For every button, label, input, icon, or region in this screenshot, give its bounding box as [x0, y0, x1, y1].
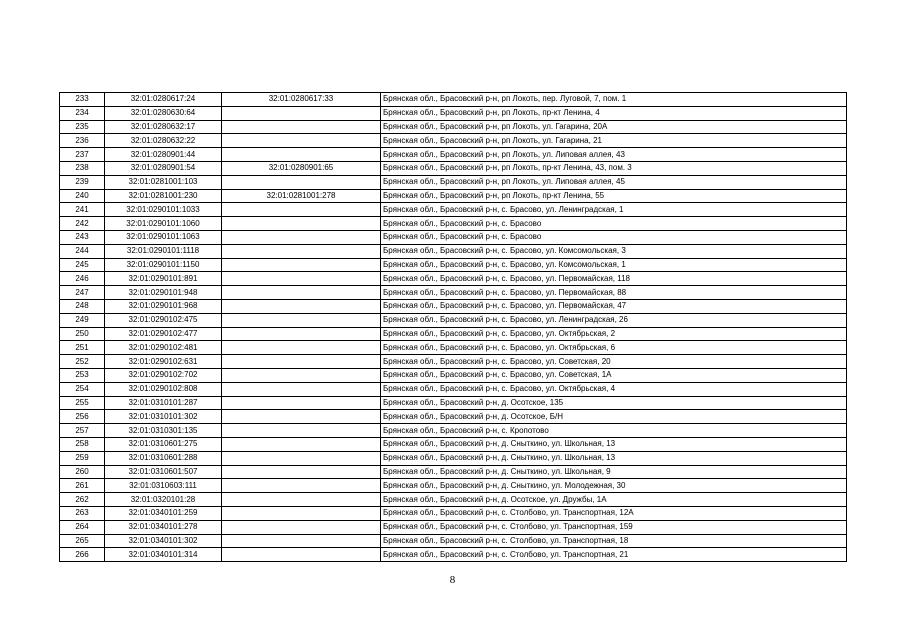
address-cell: Брянская обл., Брасовский р-н, с. Брасово, ул. Советская, 20 [381, 355, 847, 369]
cadastral-number-cell: 32:01:0290102:702 [105, 368, 222, 382]
table-row [60, 106, 847, 120]
table-row [60, 161, 847, 175]
property-register-table [59, 92, 847, 562]
parent-cadastral-number-cell [222, 465, 381, 479]
table-row [60, 189, 847, 203]
cadastral-number-cell: 32:01:0290101:948 [105, 286, 222, 300]
cadastral-number-cell: 32:01:0290101:968 [105, 299, 222, 313]
row-number-cell: 261 [60, 479, 105, 493]
cadastral-number-cell: 32:01:0310601:275 [105, 437, 222, 451]
parent-cadastral-number-cell: 32:01:0280901:65 [222, 161, 381, 175]
cadastral-number-cell: 32:01:0290102:808 [105, 382, 222, 396]
table-row [60, 230, 847, 244]
cadastral-number-cell: 32:01:0290102:631 [105, 355, 222, 369]
cadastral-number-cell: 32:01:0310301:135 [105, 424, 222, 438]
row-number-cell: 260 [60, 465, 105, 479]
row-number-cell: 251 [60, 341, 105, 355]
cadastral-number-cell: 32:01:0320101:28 [105, 493, 222, 507]
table-row [60, 203, 847, 217]
row-number-cell: 241 [60, 203, 105, 217]
parent-cadastral-number-cell [222, 313, 381, 327]
table-row [60, 299, 847, 313]
table-row [60, 341, 847, 355]
table-row [60, 548, 847, 562]
address-cell: Брянская обл., Брасовский р-н, с. Столбово, ул. Транспортная, 159 [381, 520, 847, 534]
row-number-cell: 245 [60, 258, 105, 272]
table-row [60, 520, 847, 534]
table-row [60, 217, 847, 231]
table-row [60, 506, 847, 520]
table-row [60, 313, 847, 327]
row-number-cell: 240 [60, 189, 105, 203]
parent-cadastral-number-cell: 32:01:0280617:33 [222, 93, 381, 107]
address-cell: Брянская обл., Брасовский р-н, рп Локоть, пр-кт Ленина, 43, пом. 3 [381, 161, 847, 175]
parent-cadastral-number-cell [222, 148, 381, 162]
parent-cadastral-number-cell [222, 203, 381, 217]
row-number-cell: 248 [60, 299, 105, 313]
parent-cadastral-number-cell [222, 286, 381, 300]
table-row [60, 424, 847, 438]
parent-cadastral-number-cell [222, 217, 381, 231]
address-cell: Брянская обл., Брасовский р-н, рп Локоть, пр-кт Ленина, 4 [381, 106, 847, 120]
table-row [60, 396, 847, 410]
address-cell: Брянская обл., Брасовский р-н, рп Локоть, ул. Гагарина, 21 [381, 134, 847, 148]
row-number-cell: 249 [60, 313, 105, 327]
address-cell: Брянская обл., Брасовский р-н, рп Локоть, ул. Гагарина, 20А [381, 120, 847, 134]
row-number-cell: 235 [60, 120, 105, 134]
page-number: 8 [449, 574, 456, 586]
address-cell: Брянская обл., Брасовский р-н, с. Брасово [381, 230, 847, 244]
parent-cadastral-number-cell [222, 106, 381, 120]
parent-cadastral-number-cell [222, 520, 381, 534]
cadastral-number-cell: 32:01:0310101:302 [105, 410, 222, 424]
address-cell: Брянская обл., Брасовский р-н, д. Сныткино, ул. Молодежная, 30 [381, 479, 847, 493]
table-row [60, 120, 847, 134]
cadastral-number-cell: 32:01:0290102:475 [105, 313, 222, 327]
parent-cadastral-number-cell [222, 451, 381, 465]
table-row [60, 465, 847, 479]
address-cell: Брянская обл., Брасовский р-н, д. Осотское, Б/Н [381, 410, 847, 424]
address-cell: Брянская обл., Брасовский р-н, с. Брасово, ул. Ленинградская, 26 [381, 313, 847, 327]
table-row [60, 327, 847, 341]
cadastral-number-cell: 32:01:0290102:481 [105, 341, 222, 355]
address-cell: Брянская обл., Брасовский р-н, д. Осотское, 135 [381, 396, 847, 410]
row-number-cell: 263 [60, 506, 105, 520]
cadastral-number-cell: 32:01:0290101:891 [105, 272, 222, 286]
cadastral-number-cell: 32:01:0281001:103 [105, 175, 222, 189]
row-number-cell: 233 [60, 93, 105, 107]
address-cell: Брянская обл., Брасовский р-н, с. Брасово, ул. Комсомольская, 1 [381, 258, 847, 272]
address-cell: Брянская обл., Брасовский р-н, с. Брасово, ул. Первомайская, 118 [381, 272, 847, 286]
table-row [60, 355, 847, 369]
row-number-cell: 238 [60, 161, 105, 175]
table-row [60, 451, 847, 465]
cadastral-number-cell: 32:01:0280901:54 [105, 161, 222, 175]
cadastral-number-cell: 32:01:0290101:1060 [105, 217, 222, 231]
parent-cadastral-number-cell [222, 230, 381, 244]
cadastral-number-cell: 32:01:0280617:24 [105, 93, 222, 107]
parent-cadastral-number-cell [222, 410, 381, 424]
parent-cadastral-number-cell [222, 244, 381, 258]
address-cell: Брянская обл., Брасовский р-н, с. Столбово, ул. Транспортная, 21 [381, 548, 847, 562]
parent-cadastral-number-cell [222, 368, 381, 382]
parent-cadastral-number-cell [222, 534, 381, 548]
row-number-cell: 266 [60, 548, 105, 562]
parent-cadastral-number-cell [222, 382, 381, 396]
row-number-cell: 247 [60, 286, 105, 300]
row-number-cell: 234 [60, 106, 105, 120]
parent-cadastral-number-cell: 32:01:0281001:278 [222, 189, 381, 203]
address-cell: Брянская обл., Брасовский р-н, с. Брасово [381, 217, 847, 231]
parent-cadastral-number-cell [222, 437, 381, 451]
row-number-cell: 244 [60, 244, 105, 258]
address-cell: Брянская обл., Брасовский р-н, с. Брасово, ул. Комсомольская, 3 [381, 244, 847, 258]
table-row [60, 272, 847, 286]
cadastral-number-cell: 32:01:0310101:287 [105, 396, 222, 410]
cadastral-number-cell: 32:01:0290101:1150 [105, 258, 222, 272]
parent-cadastral-number-cell [222, 493, 381, 507]
address-cell: Брянская обл., Брасовский р-н, д. Сныткино, ул. Школьная, 13 [381, 437, 847, 451]
address-cell: Брянская обл., Брасовский р-н, д. Сныткино, ул. Школьная, 13 [381, 451, 847, 465]
parent-cadastral-number-cell [222, 327, 381, 341]
row-number-cell: 264 [60, 520, 105, 534]
parent-cadastral-number-cell [222, 272, 381, 286]
table-row [60, 175, 847, 189]
row-number-cell: 257 [60, 424, 105, 438]
address-cell: Брянская обл., Брасовский р-н, с. Брасово, ул. Ленинградская, 1 [381, 203, 847, 217]
row-number-cell: 253 [60, 368, 105, 382]
cadastral-number-cell: 32:01:0290101:1118 [105, 244, 222, 258]
parent-cadastral-number-cell [222, 355, 381, 369]
cadastral-number-cell: 32:01:0280632:17 [105, 120, 222, 134]
table-row [60, 286, 847, 300]
table-row [60, 93, 847, 107]
parent-cadastral-number-cell [222, 548, 381, 562]
address-cell: Брянская обл., Брасовский р-н, с. Кропотово [381, 424, 847, 438]
table-row [60, 534, 847, 548]
cadastral-number-cell: 32:01:0310601:507 [105, 465, 222, 479]
address-cell: Брянская обл., Брасовский р-н, с. Столбово, ул. Транспортная, 12А [381, 506, 847, 520]
row-number-cell: 262 [60, 493, 105, 507]
cadastral-number-cell: 32:01:0290102:477 [105, 327, 222, 341]
address-cell: Брянская обл., Брасовский р-н, с. Столбово, ул. Транспортная, 18 [381, 534, 847, 548]
table-row [60, 410, 847, 424]
row-number-cell: 236 [60, 134, 105, 148]
row-number-cell: 265 [60, 534, 105, 548]
row-number-cell: 259 [60, 451, 105, 465]
address-cell: Брянская обл., Брасовский р-н, рп Локоть, ул. Липовая аллея, 43 [381, 148, 847, 162]
parent-cadastral-number-cell [222, 424, 381, 438]
cadastral-number-cell: 32:01:0310603:111 [105, 479, 222, 493]
address-cell: Брянская обл., Брасовский р-н, с. Брасово, ул. Советская, 1А [381, 368, 847, 382]
cadastral-number-cell: 32:01:0280901:44 [105, 148, 222, 162]
address-cell: Брянская обл., Брасовский р-н, с. Брасово, ул. Октябрьская, 2 [381, 327, 847, 341]
cadastral-number-cell: 32:01:0281001:230 [105, 189, 222, 203]
row-number-cell: 252 [60, 355, 105, 369]
parent-cadastral-number-cell [222, 396, 381, 410]
row-number-cell: 246 [60, 272, 105, 286]
address-cell: Брянская обл., Брасовский р-н, рп Локоть, пер. Луговой, 7, пом. 1 [381, 93, 847, 107]
row-number-cell: 242 [60, 217, 105, 231]
address-cell: Брянская обл., Брасовский р-н, д. Сныткино, ул. Школьная, 9 [381, 465, 847, 479]
cadastral-number-cell: 32:01:0290101:1033 [105, 203, 222, 217]
cadastral-number-cell: 32:01:0290101:1063 [105, 230, 222, 244]
row-number-cell: 237 [60, 148, 105, 162]
cadastral-number-cell: 32:01:0340101:278 [105, 520, 222, 534]
cadastral-number-cell: 32:01:0310601:288 [105, 451, 222, 465]
cadastral-number-cell: 32:01:0280632:22 [105, 134, 222, 148]
parent-cadastral-number-cell [222, 175, 381, 189]
parent-cadastral-number-cell [222, 341, 381, 355]
row-number-cell: 258 [60, 437, 105, 451]
parent-cadastral-number-cell [222, 134, 381, 148]
cadastral-number-cell: 32:01:0340101:302 [105, 534, 222, 548]
row-number-cell: 256 [60, 410, 105, 424]
parent-cadastral-number-cell [222, 479, 381, 493]
table-row [60, 244, 847, 258]
parent-cadastral-number-cell [222, 120, 381, 134]
table-body [60, 93, 847, 562]
table-row [60, 382, 847, 396]
table-row [60, 368, 847, 382]
address-cell: Брянская обл., Брасовский р-н, с. Брасово, ул. Первомайская, 47 [381, 299, 847, 313]
row-number-cell: 239 [60, 175, 105, 189]
row-number-cell: 243 [60, 230, 105, 244]
table-row [60, 493, 847, 507]
table-row [60, 479, 847, 493]
cadastral-number-cell: 32:01:0340101:259 [105, 506, 222, 520]
address-cell: Брянская обл., Брасовский р-н, с. Брасово, ул. Октябрьская, 4 [381, 382, 847, 396]
address-cell: Брянская обл., Брасовский р-н, рп Локоть, ул. Липовая аллея, 45 [381, 175, 847, 189]
cadastral-number-cell: 32:01:0340101:314 [105, 548, 222, 562]
address-cell: Брянская обл., Брасовский р-н, рп Локоть, пр-кт Ленина, 55 [381, 189, 847, 203]
parent-cadastral-number-cell [222, 506, 381, 520]
row-number-cell: 254 [60, 382, 105, 396]
table-row [60, 437, 847, 451]
parent-cadastral-number-cell [222, 258, 381, 272]
table-row [60, 148, 847, 162]
cadastral-number-cell: 32:01:0280630:64 [105, 106, 222, 120]
address-cell: Брянская обл., Брасовский р-н, д. Осотское, ул. Дружбы, 1А [381, 493, 847, 507]
address-cell: Брянская обл., Брасовский р-н, с. Брасово, ул. Первомайская, 88 [381, 286, 847, 300]
table-row [60, 134, 847, 148]
address-cell: Брянская обл., Брасовский р-н, с. Брасово, ул. Октябрьская, 6 [381, 341, 847, 355]
row-number-cell: 255 [60, 396, 105, 410]
row-number-cell: 250 [60, 327, 105, 341]
table-row [60, 258, 847, 272]
parent-cadastral-number-cell [222, 299, 381, 313]
